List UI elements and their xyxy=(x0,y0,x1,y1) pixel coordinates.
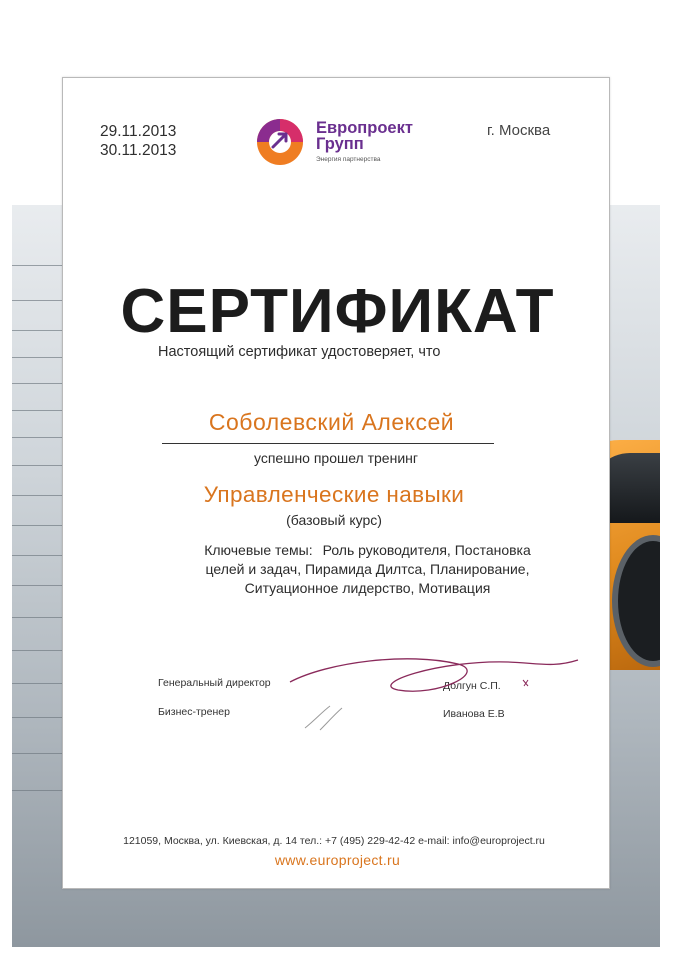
logo-tagline: Энергия партнерства xyxy=(316,156,381,163)
topics-line-3: Ситуационное лидерство, Мотивация xyxy=(244,580,491,596)
date-end: 30.11.2013 xyxy=(100,142,177,159)
europroject-logo-icon xyxy=(255,117,305,167)
key-topics xyxy=(100,541,635,598)
course-note: (базовый курс) xyxy=(286,512,382,528)
event-dates xyxy=(100,122,176,160)
certificate-heading: СЕРТИФИКАТ xyxy=(120,277,555,346)
trainer-signature xyxy=(300,700,360,734)
director-signature xyxy=(288,642,588,702)
date-start: 29.11.2013 xyxy=(100,123,177,140)
footer-website[interactable]: www.europroject.ru xyxy=(274,852,401,868)
city: г. Москва xyxy=(487,122,551,139)
topics-line-1: Роль руководителя, Постановка xyxy=(322,542,531,558)
completion-text: успешно прошел тренинг xyxy=(254,450,418,466)
signer-name-director: Долгун С.П. xyxy=(443,680,501,692)
certificate-subheading: Настоящий сертификат удостоверяет, что xyxy=(158,344,441,360)
name-underline xyxy=(162,443,494,444)
logo-title: Европроект Групп xyxy=(316,119,413,153)
topics-label: Ключевые темы: xyxy=(204,542,313,558)
signer-role-director: Генеральный директор xyxy=(158,677,271,689)
signer-role-trainer: Бизнес-тренер xyxy=(158,706,230,718)
signer-name-trainer: Иванова Е.В xyxy=(443,708,505,720)
footer-address: 121059, Москва, ул. Киевская, д. 14 тел.: +7 (495) 229-42-42 e-mail: info@europroject.ru xyxy=(123,835,545,847)
course-title: Управленческие навыки xyxy=(203,482,465,507)
topics-line-2: целей и задач, Пирамида Дилтса, Планирование, xyxy=(205,561,530,577)
recipient-name: Соболевский Алексей xyxy=(208,409,455,435)
